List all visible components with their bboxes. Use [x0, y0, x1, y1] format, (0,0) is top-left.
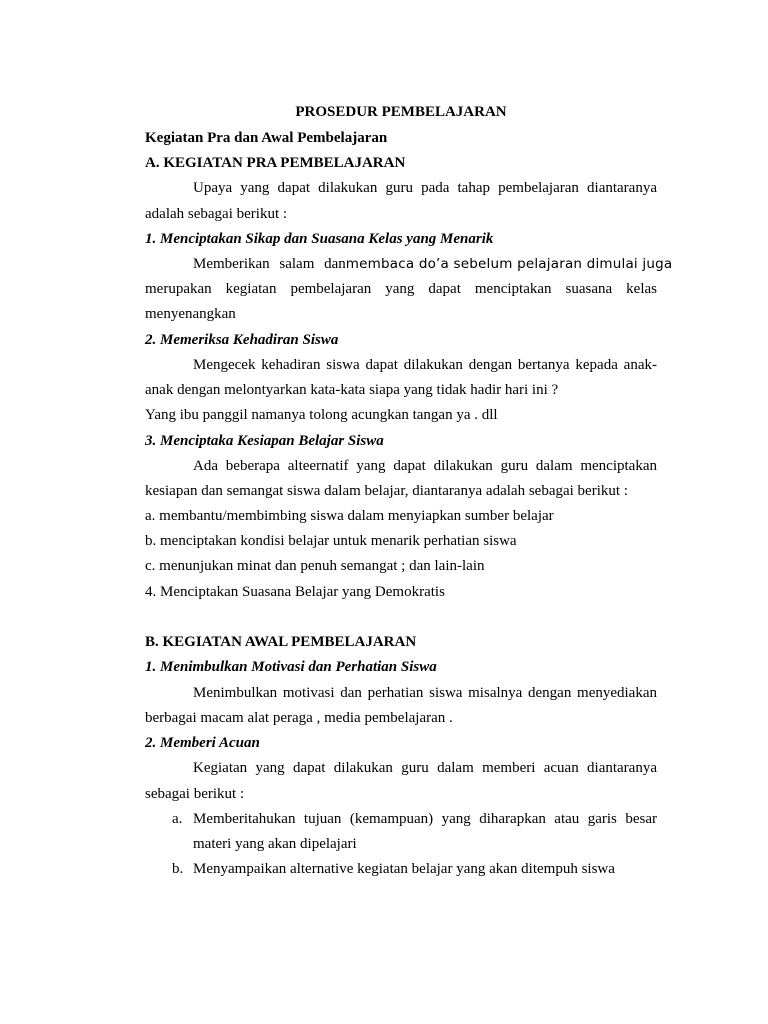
section-a-sub1-line-3: menyenangkan — [145, 306, 236, 322]
section-b-sub2-line-2: sebagai berikut : — [145, 786, 245, 802]
section-a-sub1-line-2: merupakan kegiatan pembelajaran yang dapat menciptakan suasana kelas — [145, 281, 657, 297]
list-item-a-line-1: Memberitahukan tujuan (kemampuan) yang diharapkan atau garis besar — [193, 811, 657, 827]
section-b-sub1-heading: 1. Menimbulkan Motivasi dan Perhatian Siswa — [145, 659, 437, 675]
section-a-sub2-line-1: Mengecek kehadiran siswa dapat dilakukan dengan bertanya kepada anak- — [193, 357, 657, 373]
section-a-sub3-item-c: c. menunjukan minat dan penuh semangat ; dan lain-lain — [145, 558, 485, 574]
list-item-b-line-1: Menyampaikan alternative kegiatan belajar yang akan ditempuh siswa — [193, 861, 615, 877]
section-a-sub3-heading: 3. Menciptaka Kesiapan Belajar Siswa — [145, 433, 384, 449]
section-a-sub3-line-2: kesiapan dan semangat siswa dalam belajar, diantaranya adalah sebagai berikut : — [145, 483, 628, 499]
doc-subtitle: Kegiatan Pra dan Awal Pembelajaran — [145, 130, 388, 146]
section-b-sub1-line-1: Menimbulkan motivasi dan perhatian siswa misalnya dengan menyediakan — [193, 685, 657, 701]
list-marker-a: a. — [172, 811, 183, 827]
section-b-sub2-heading: 2. Memberi Acuan — [145, 735, 260, 751]
section-b-heading: B. KEGIATAN AWAL PEMBELAJARAN — [145, 634, 417, 650]
doc-title: PROSEDUR PEMBELAJARAN — [295, 104, 507, 120]
section-a-sub1-heading: 1. Menciptakan Sikap dan Suasana Kelas yang Menarik — [145, 231, 494, 247]
section-a-sub3-item-b: b. menciptakan kondisi belajar untuk menarik perhatian siswa — [145, 533, 517, 549]
section-a-sub2-heading: 2. Memeriksa Kehadiran Siswa — [145, 332, 339, 348]
section-a-sub2-line-3: Yang ibu panggil namanya tolong acungkan tangan ya . dll — [145, 407, 498, 423]
section-a-sub3-item-a: a. membantu/membimbing siswa dalam menyiapkan sumber belajar — [145, 508, 554, 524]
section-b-sub2-line-1: Kegiatan yang dapat dilakukan guru dalam memberi acuan diantaranya — [193, 760, 657, 776]
section-a-heading: A. KEGIATAN PRA PEMBELAJARAN — [145, 155, 406, 171]
list-item-a-line-2: materi yang akan dipelajari — [193, 836, 357, 852]
section-b-sub1-line-2: berbagai macam alat peraga , media pembelajaran . — [145, 710, 453, 726]
section-a-sub1-line-1 — [193, 254, 673, 274]
section-a-sub3-line-1: Ada beberapa alteernatif yang dapat dilakukan guru dalam menciptakan — [193, 458, 657, 474]
sub1-line-1-part-b: membaca do’a sebelum pelajaran dimulai juga — [345, 256, 673, 272]
section-a-intro-line-2: adalah sebagai berikut : — [145, 206, 288, 222]
section-a-intro-line-1: Upaya yang dapat dilakukan guru pada tahap pembelajaran diantaranya — [193, 180, 657, 196]
section-a-sub2-line-2: anak dengan melontyarkan kata-kata siapa yang tidak hadir hari ini ? — [145, 382, 559, 398]
sub1-line-1-part-a: Memberikan salam dan — [193, 256, 346, 272]
list-marker-b: b. — [172, 861, 184, 877]
section-a-sub4: 4. Menciptakan Suasana Belajar yang Demokratis — [145, 584, 445, 600]
